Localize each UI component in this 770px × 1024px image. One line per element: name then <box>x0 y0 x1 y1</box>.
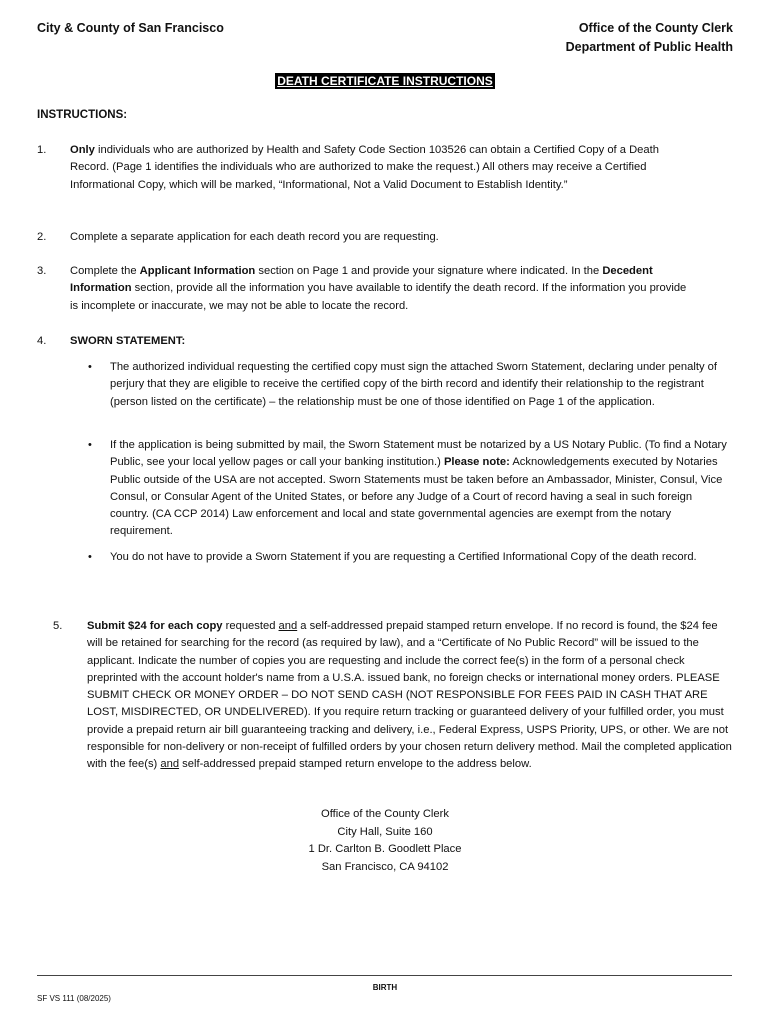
bullet-item <box>110 437 730 541</box>
instructions-label: INSTRUCTIONS: <box>37 109 128 121</box>
item-number: 2. <box>37 231 47 243</box>
underline: and <box>160 758 180 771</box>
header-office-line1: Office of the County Clerk <box>578 21 733 35</box>
sworn-statement-label: SWORN STATEMENT: <box>70 335 186 347</box>
address-line: 1 Dr. Carlton B. Goodlett Place <box>308 843 462 855</box>
text-run: section, provide all the information you have available to identify the death record. If the information you provide is incomplete or inaccurate, we may not be able to locate the record. <box>70 282 687 312</box>
item-number: 4. <box>37 335 47 347</box>
text-run: Complete the <box>70 265 140 277</box>
emphasis: Decedent Information <box>70 265 653 295</box>
emphasis: Please note: <box>443 456 510 469</box>
form-id: SF VS 111 (08/2025) <box>37 994 111 1003</box>
underline: and <box>278 620 298 632</box>
bullet-icon: • <box>88 439 92 451</box>
address-line: City Hall, Suite 160 <box>337 825 433 838</box>
bullet-icon: • <box>88 551 92 563</box>
header-agency: City & County of San Francisco <box>37 21 224 35</box>
item-text <box>70 263 695 315</box>
document-title-text: DEATH CERTIFICATE INSTRUCTIONS <box>277 74 493 88</box>
mailing-address <box>0 806 770 876</box>
document-title <box>0 73 770 91</box>
emphasis: Submit $24 for each copy <box>87 620 223 632</box>
item-number: 5. <box>53 620 63 632</box>
address-line: Office of the County Clerk <box>321 808 449 820</box>
header-office-line2: Department of Public Health <box>565 40 733 54</box>
item-number: 3. <box>37 265 47 277</box>
text-run: Acknowledgements executed by Notaries Public outside of the USA are not accepted. Sworn Statements must be taken before an Ambassador, Minister, Consul, Vice Consul, or Consular Agent of the United States, or before any Judge of a Court of record having a seal in such foreign country. (CA CCP 2014) Law enforcement and local and state governmental agencies are exempt from the notary requirement. <box>110 456 723 538</box>
item-text <box>87 618 735 774</box>
bullet-item: The authorized individual requesting the certified copy must sign the attached Sworn Statement, declaring under penalty of perjury that they are eligible to receive the certified copy of the birth record and identify their relationship to the registrant (person listed on the certificate) – the relationship must be one of those identified on Page 1 of the application. <box>110 361 717 408</box>
item-number: 1. <box>37 144 47 156</box>
text-run: self-addressed prepaid stamped return envelope to the address below. <box>179 758 532 771</box>
bullet-icon: • <box>88 361 92 373</box>
text-run: section on Page 1 and provide your signature where indicated. In the <box>255 265 603 277</box>
text-run: requested <box>222 620 279 632</box>
item-text: Complete a separate application for each death record you are requesting. <box>70 231 439 243</box>
address-line: San Francisco, CA 94102 <box>321 860 449 873</box>
emphasis: Applicant Information <box>139 265 256 277</box>
header-office <box>566 19 733 57</box>
bullet-item: You do not have to provide a Sworn Statement if you are requesting a Certified Informational Copy of the death record. <box>110 551 697 563</box>
item-text <box>70 142 695 194</box>
text-run: If the application is being submitted by mail, the Sworn Statement must be notarized by a US Notary Public. (To find a Notary Public, see your local yellow pages or call your banking institution.) <box>110 439 727 469</box>
footer-label: BIRTH <box>372 983 398 992</box>
text-run: a self-addressed prepaid stamped return envelope. If no record is found, the $24 fee will be retained for searching for the record (as required by law), and a “Certificate of No Public Record” will be issued to the applicant. Indicate the number of copies you are requesting and include the correct fee(s) in the form of a personal check preprinted with the account holder's name from a U.S.A. issued bank, no foreign checks or international money orders. PLEASE SUBMIT CHECK OR MONEY ORDER – DO NOT SEND CASH (NOT RESPONSIBLE FOR FEES PAID IN CASH THAT ARE LOST, MISDIRECTED, OR UNDELIVERED). If you require return tracking or guaranteed delivery of your fulfilled order, you must provide a prepaid return air bill guaranteeing tracking and delivery, i.e., Federal Express, USPS Priority, UPS, or other. We are not responsible for non-delivery or non-receipt of fulfilled orders by your chosen return delivery method. Mail the completed application with the fee(s) <box>87 620 732 771</box>
text-run: individuals who are authorized by Health and Safety Code Section 103526 can obtain a Certified Copy of a Death Record. (Page 1 identifies the individuals who are authorized to make the request.) All others may receive a Certified Informational Copy, which will be marked, “Informational, Not a Valid Document to Establish Identity.” <box>70 144 659 191</box>
emphasis: Only <box>70 144 95 156</box>
footer-divider <box>37 975 732 976</box>
